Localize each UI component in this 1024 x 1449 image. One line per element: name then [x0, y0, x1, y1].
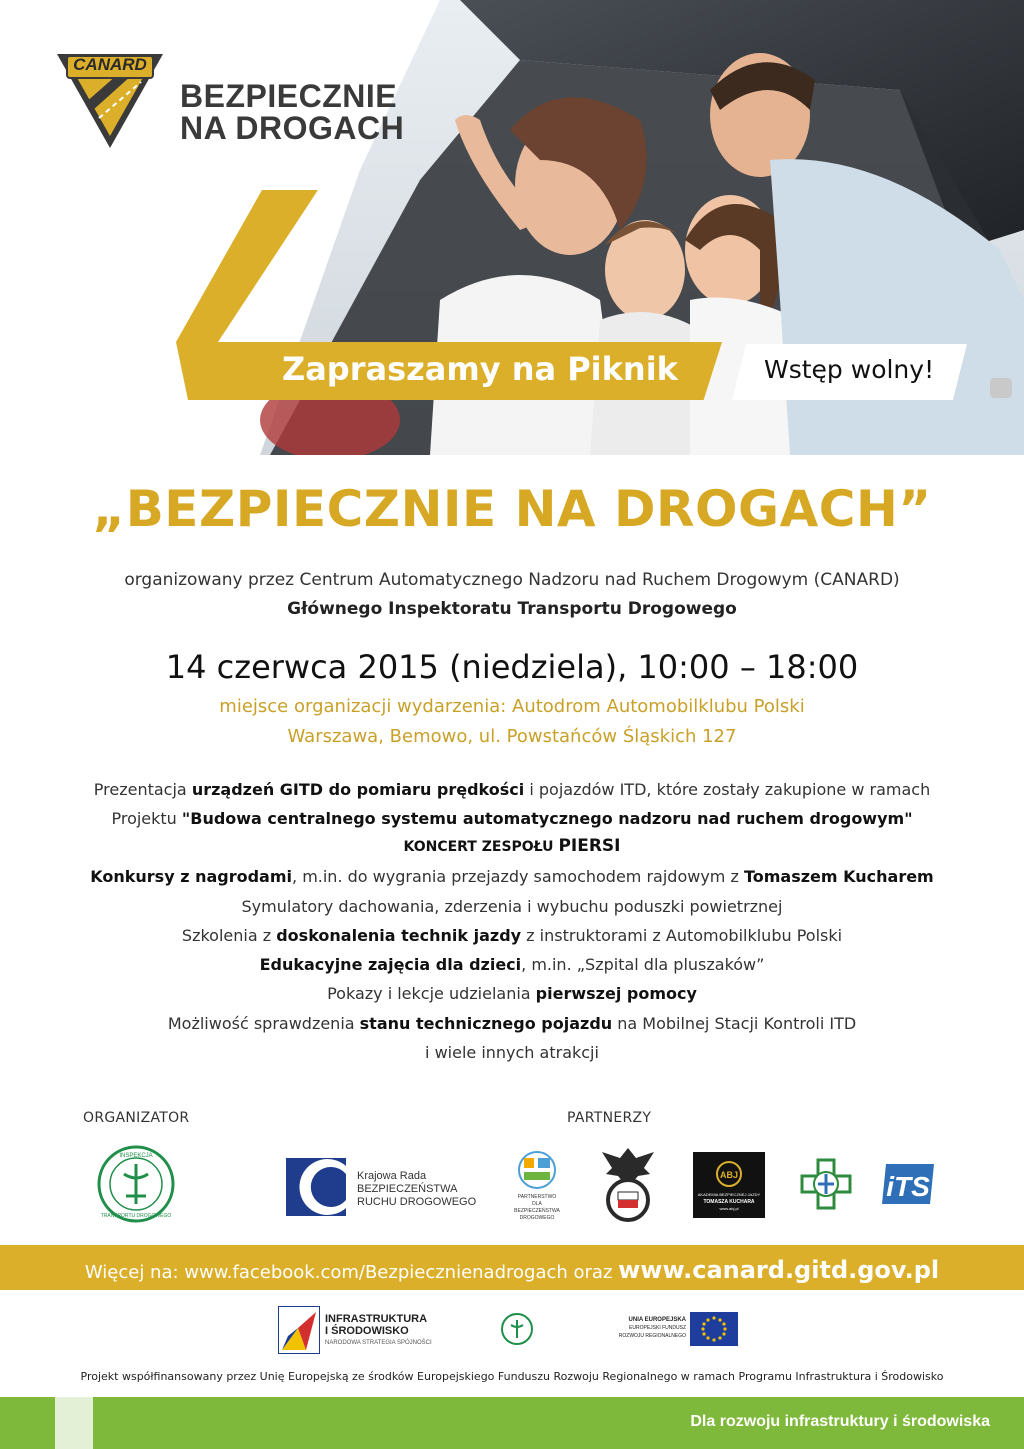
eu-flag-icon: [690, 1312, 738, 1346]
itd-top-text: INSPEKCJA: [119, 1153, 153, 1159]
brand-line-1: BEZPIECZNIE: [180, 78, 398, 114]
partnerstwo-text-2: DLA: [532, 1201, 542, 1207]
green-footer-accent: [55, 1397, 93, 1449]
program-bold: Tomaszem Kucharem: [743, 867, 934, 886]
program-text: Pokazy i lekcje udzielania: [327, 984, 536, 1003]
program-text: Możliwość sprawdzenia: [167, 1014, 360, 1033]
brand-line-2: NA DROGACH: [180, 110, 405, 146]
infra-text-2: I ŚRODOWISKO: [325, 1325, 409, 1337]
program-text: i pojazdów ITD, które zostały zakupione w ramach: [524, 780, 931, 799]
brand-title: [180, 80, 404, 144]
program-text: Projektu: [111, 809, 182, 828]
program-line-10: [0, 1043, 1024, 1062]
abj-text-2: TOMASZA KUCHARA: [703, 1199, 755, 1205]
organizer-line-1: organizowany przez Centrum Automatycznego Nadzoru nad Ruchem Drogowym (CANARD): [124, 570, 900, 590]
program-bold: pierwszej pomocy: [535, 984, 697, 1003]
itd-small-logo: [500, 1312, 534, 1346]
program-bold: stanu technicznego pojazdu: [359, 1014, 613, 1033]
program-line-9: [0, 1014, 1024, 1033]
links-bar-text: [0, 1256, 1024, 1284]
partnerstwo-logo: [510, 1150, 565, 1225]
its-logo-text: iTS: [886, 1171, 930, 1202]
program-text: , m.in. „Szpital dla pluszaków”: [521, 955, 765, 974]
cofinancing-disclaimer: Projekt współfinansowany przez Unię Europejską ze środków Europejskiego Funduszu Rozwoju Regionalnego w ramach Programu Infrastruktura i Środowisko: [80, 1370, 944, 1383]
green-footer-slogan: Dla rozwoju infrastruktury i środowiska: [690, 1413, 990, 1430]
ue-text-3: ROZWOJU REGIONALNEGO: [618, 1333, 686, 1339]
infrastruktura-text: [325, 1313, 432, 1349]
program-text: i wiele innych atrakcji: [425, 1043, 599, 1062]
program-bold: Edukacyjne zajęcia dla dzieci: [259, 955, 522, 974]
facebook-link[interactable]: Więcej na: www.facebook.com/Bezpiecznienadrogach oraz: [84, 1262, 619, 1283]
partnerstwo-text-1: PARTNERSTWO: [517, 1194, 557, 1200]
krbrd-text-1: Krajowa Rada: [357, 1170, 427, 1182]
program-line-6: [0, 926, 1024, 945]
abj-logo: [693, 1152, 765, 1218]
krbrd-text-3: RUCHU DROGOWEGO: [357, 1196, 477, 1208]
invite-text: Zapraszamy na Piknik: [282, 350, 678, 388]
infrastruktura-flag-logo: [278, 1306, 320, 1354]
canard-logo-text: CANARD: [73, 55, 147, 74]
partnerstwo-text-4: DROGOWEGO: [519, 1215, 555, 1221]
event-headline: „BEZPIECZNIE NA DROGACH”: [92, 480, 932, 538]
krbrd-text-2: BEZPIECZEŃSTWA: [357, 1183, 458, 1195]
abj-text-1: AKADEMIA BEZPIECZNEJ JAZDY: [697, 1192, 761, 1197]
program-text: Symulatory dachowania, zderzenia i wybuchu poduszki powietrznej: [241, 897, 783, 916]
program-line-2: [0, 809, 1024, 828]
program-text: , m.in. do wygrania przejazdy samochodem rajdowym z: [292, 867, 744, 886]
automobilklub-eagle-logo: [598, 1144, 658, 1224]
medical-foundation-logo: [800, 1158, 852, 1210]
program-bold: urządzeń GITD do pomiaru prędkości: [191, 780, 525, 799]
itd-bottom-text: TRANSPORTU DROGOWEGO: [100, 1213, 172, 1219]
svg-text:ABJ: ABJ: [719, 1170, 739, 1180]
website-link[interactable]: www.canard.gitd.gov.pl: [618, 1256, 940, 1284]
krbrd-logo: [286, 1158, 346, 1216]
program-line-5: [0, 897, 1024, 916]
program-bold: "Budowa centralnego systemu automatycznego nadzoru nad ruchem drogowym": [181, 809, 913, 828]
free-entry-text: Wstęp wolny!: [764, 355, 935, 384]
program-text: z instruktorami z Automobilklubu Polski: [521, 926, 843, 945]
program-line-8: [0, 984, 1024, 1003]
partners-label: PARTNERZY: [567, 1110, 652, 1126]
its-logo: [880, 1160, 940, 1208]
infra-text-1: INFRASTRUKTURA: [325, 1313, 428, 1325]
organizer-line-2: Głównego Inspektoratu Transportu Drogowego: [287, 599, 737, 619]
band-name: PIERSI: [558, 836, 621, 856]
program-text: Szkolenia z: [181, 926, 277, 945]
ue-text-1: UNIA EUROPEJSKA: [628, 1317, 686, 1323]
program-bold: doskonalenia technik jazdy: [276, 926, 522, 945]
eu-fund-text: [600, 1316, 686, 1340]
organizer-label: ORGANIZATOR: [83, 1110, 190, 1126]
abj-text-3: www.abj.pl: [719, 1206, 739, 1211]
itd-logo: [96, 1144, 176, 1224]
partnerstwo-text-3: BEZPIECZEŃSTWA: [514, 1208, 560, 1214]
hero-section: [0, 0, 1024, 455]
event-place-line-2: Warszawa, Bemowo, ul. Powstańców Śląskich 127: [287, 726, 737, 747]
program-bold: Konkursy z nagrodami: [90, 867, 293, 886]
program-text: Prezentacja: [93, 780, 192, 799]
krbrd-text: [357, 1170, 476, 1209]
infra-text-3: NARODOWA STRATEGIA SPÓJNOŚCI: [325, 1340, 432, 1346]
event-date: 14 czerwca 2015 (niedziela), 10:00 – 18:00: [165, 648, 859, 686]
program-line-7: [0, 955, 1024, 974]
program-bold: KONCERT ZESPOŁU: [403, 839, 559, 855]
ue-text-2: EUROPEJSKI FUNDUSZ: [629, 1325, 686, 1331]
program-line-3: [0, 836, 1024, 856]
event-place-line-1: miejsce organizacji wydarzenia: Autodrom Automobilklubu Polski: [219, 696, 805, 717]
program-text: na Mobilnej Stacji Kontroli ITD: [612, 1014, 857, 1033]
program-line-1: [0, 780, 1024, 799]
program-line-4: [0, 867, 1024, 886]
